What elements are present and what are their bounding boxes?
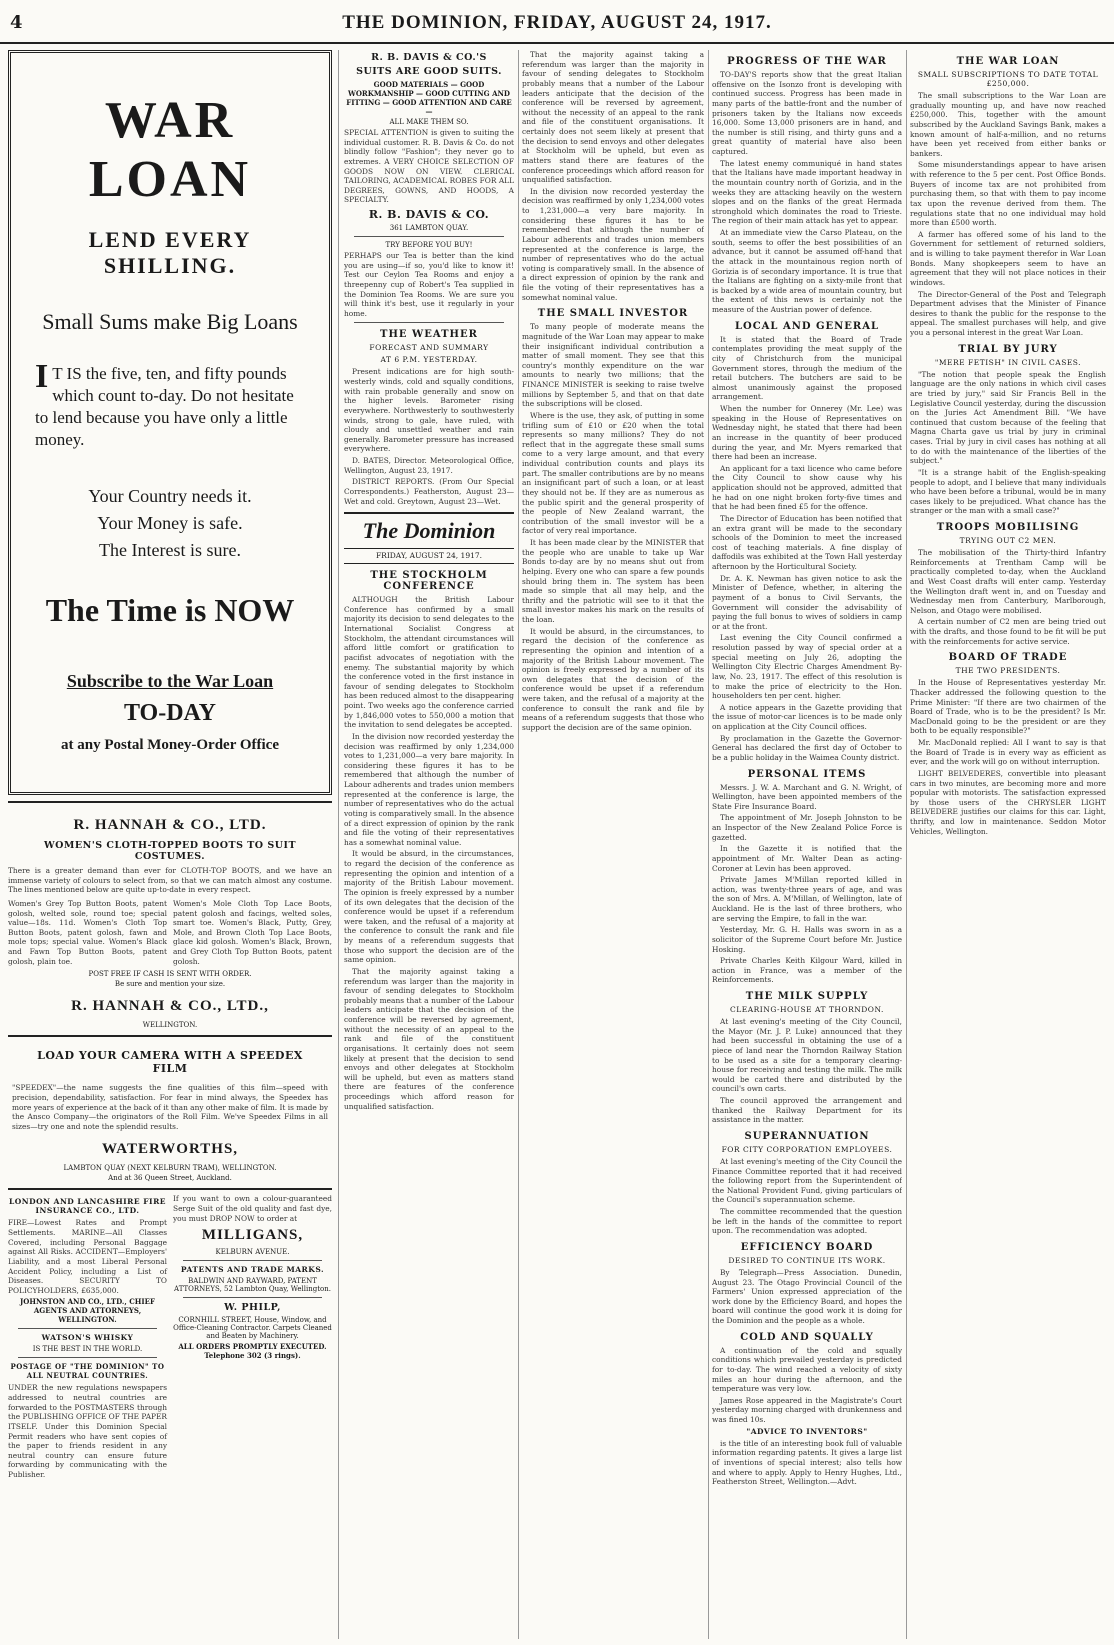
column-1 bbox=[8, 50, 332, 1639]
dominion-masthead: The Dominion bbox=[344, 512, 514, 549]
war-loan-advert bbox=[8, 50, 332, 795]
column-rule bbox=[708, 50, 709, 1639]
war-loan-body: I T IS the five, ten, and fifty pounds which count to-day. Do not hesitate to lend because you have only a little money. bbox=[35, 358, 294, 450]
speedex-advert: LOAD YOUR CAMERA WITH A SPEEDEX FILM "SPEEDEX"—the name suggests the fine qualities of this film—speed with precision, dependability, satisfaction. For fear in mind always, the Speedex has more years of experience at the back of it than any other make of film. It is made by the Ansco Company—the originators of the Roll Film. We've Speedex Films in all sizes—try one and note the splendid results. WATERWORTHS, LAMBTON QUAY (NEXT KELBURN TRAM), WELLINGTON. And at 36 Queen Street, Auckland. bbox=[8, 1035, 332, 1182]
war-loan-office: at any Postal Money-Order Office bbox=[60, 737, 279, 754]
masthead bbox=[0, 0, 1114, 44]
hannah-advert: R. HANNAH & CO., LTD. WOMEN'S CLOTH-TOPPED BOOTS TO SUIT COSTUMES. There is a greater demand than ever for CLOTH-TOP BOOTS, and we have an immense variety of colours to select from, so that we can match almost any costume. The lines mentioned below are quite up-to-date in every respect. Women's Grey Top Button Boots, patent golosh, welted sole, round toe; special value—18s. 11d. Women's Cloth Top Button Boots, patent golosh, fawn and mole tops; special value. Women's Black and Fawn Top Button Boots, patent golosh, plain toe. Women's Mole Cloth Top Lace Boots, patent golosh and facings, welted soles, smart toe. Women's Black, Putty, Grey, Mole, and Brown Cloth Top Lace Boots, glace kid golosh. Women's Black, Brown, and Grey Cloth Top Button Boots, patent golosh. POST FREE IF CASH IS SENT WITH ORDER. Be sure and mention your size. R. HANNAH & CO., LTD., WELLINGTON. bbox=[8, 801, 332, 1029]
drop-cap: I bbox=[35, 358, 49, 395]
war-loan-today: TO-DAY bbox=[123, 700, 217, 727]
small-adverts: LONDON AND LANCASHIRE FIRE INSURANCE CO., LTD. FIRE—Lowest Rates and Prompt Settlements. MARINE—All Classes Covered, including Personal Baggage against All Risks. ACCIDENT—Employers' Liability, and a most Liberal Personal Accident Policy, including a List of Diseases. SECURITY TO POLICYHOLDERS, £635,000. JOHNSTON AND CO., LTD., CHIEF AGENTS AND ATTORNEYS, WELLINGTON. WATSON'S WHISKY IS THE BEST IN THE WORLD. POSTAGE OF "THE DOMINION" TO ALL NEUTRAL COUNTRIES. UNDER the new regulations newspapers addressed to neutral countries are forwarded to the POSTMASTERS through the PUBLISHING OFFICE OF THE PAPER ITSELF. Under this Dominion Special Permit readers who have sent copies of the paper to friends resident in any neutral country can ensure future forwarding by communicating with the Publisher. If you want to own a colour-guaranteed Serge Suit of the old quality and fast dye, you must DROP NOW to order at MILLIGANS, KELBURN AVENUE. PATENTS AND TRADE MARKS. BALDWIN AND RAYWARD, PATENT ATTORNEYS, 52 Lambton Quay, Wellington. W. PHILP, CORNHILL STREET, House, Window, and Office-Cleaning Contractor. Carpets Cleaned and Beaten by Machinery. ALL ORDERS PROMPTLY EXECUTED. Telephone 302 (3 rings). bbox=[8, 1188, 332, 1479]
column-rule bbox=[518, 50, 519, 1639]
war-loan-lend: LEND EVERY SHILLING. bbox=[88, 227, 252, 278]
page-number: 4 bbox=[10, 12, 23, 33]
column-rule bbox=[338, 50, 339, 1639]
newspaper-title: THE DOMINION, FRIDAY, AUGUST 24, 1917. bbox=[342, 12, 772, 33]
column-3: That the majority against taking a referendum was larger than the majority in favour of sending delegates to Stockholm probably means that a number of the Labour leaders anticipate that the decision of the conference will be reversed by agreement, without the necessity of an appeal to the rank and file of the constituent organisations. It certainly does not seem likely at present that the decision to send envoys and other delegates at Stockholm will be upheld, but even as matters stand there are features of the conference proceedings which afford reason for unqualified satisfaction. In the division now recorded yesterday the decision was reaffirmed by only 1,234,000 votes to 1,231,000—a very bare majority. In considering these figures it has to be remembered that although the number of Labour adherents and trades union members represented at the conference is large, the number of representatives who do the actual voting is comparatively small. In the absence of a direct expression of opinion by the rank and file the voting of their representatives has a somewhat nominal value. THE SMALL INVESTOR To many people of moderate means the magnitude of the War Loan may appear to make their insignificant individual contribution a matter of small moment. They see that this country's monthly expenditure on the war amounts to nearly two millions; that the FINANCE MINISTER is seeking to raise twelve millions by September 5, and that on that date the subscriptions will be closed. Where is the use, they ask, of putting in some trifling sum of £10 or £20 when the total represents so many millions? They do not reflect that in the aggregate these small sums come to a very large amount, and that every individual contribution counts and plays its part. The smaller contributions are by no means an insignificant part of such a loan, or at least they should not be. If they are as numerous as the public spirit and the general prosperity of the people of New Zealand warrant, the contribution of the small investor will be a factor of very real importance. It has been made clear by the MINISTER that the people who are unable to take up War Bonds to-day are by no means shut out from helping. Every one who can spare a few pounds should bring them in. The system has been made so simple that all may help, and the thrifty and the patriotic will see to it that the small investor makes his mark on the results of the loan. It would be absurd, in the circumstances, to regard the decision of the conference as representing the opinion and intention of a majority of the British Labour movement. The opinion is freely expressed by a number of its own delegates that the decision of the conference would be upset if a referendum were taken, and the refusal of a majority at the conference to consult the rank and file by means of a referendum suggests that those who support the decision are of the same opinion. bbox=[522, 50, 704, 732]
column-4: PROGRESS OF THE WAR TO-DAY'S reports show that the great Italian offensive on the Isonzo front is developing with continued success. Progress has been made in many parts of the battle-front and the number of prisoners taken by the Italians now exceeds 16,000. Some 13,000 prisoners are in hand, and the number is still rising, and thirty guns and a great quantity of material have also been captured. The latest enemy communiqué in hand states that the Italians have made important headway in the mountain country north of Gorizia, and in the weeks they are attacking heavily on the western slopes and on the flanks of the great Hermada stronghold which dominates the road to Trieste. The region of their main attack has yet to appear. At an immediate view the Carso Plateau, on the south, seems to offer the best possibilities of an advance, but it cannot be assumed off-hand that the attack in the mountainous region north of Gorizia is of secondary importance. It is true that the Italians are fighting on a sixty-mile front that is backed by a wide area of mountain country, but the extent of this news is certainly not the measure of the Austrian power of defence. LOCAL AND GENERAL It is stated that the Board of Trade contemplates providing the meat supply of the city of Christchurch from the municipal Government stores, through the medium of the retail butchers. The butchers are said to be almost unanimously against the proposed arrangement. When the number for Onnerey (Mr. Lee) was speaking in the House of Representatives on Wednesday night, he stated that there had been an increase in the quantity of beer produced during the year, and Mr. Myers remarked that there had been an increase. An applicant for a taxi licence who came before the City Council to show cause why his application should not be approved, admitted that he had on one night broken forty-five times and that he had been fined £5 for the offence. The Director of Education has been notified that an extra grant will be made to the secondary schools of the Dominion to meet the increased cost of teaching materials. A fine display of daffodils was exhibited at the Town Hall yesterday afternoon by the Horticultural Society. Dr. A. K. Newman has given notice to ask the Minister of Defence, whether, in altering the payment of a bonus to Civil Servants, the Government will consider the advisability of paying the full bonus to wives of soldiers in camp or at the front. Last evening the City Council confirmed a resolution passed by way of special order at a special meeting on July 26, adopting the Wellington City Electric Charges Amendment By-law, No. 23, 1917. The effect of this resolution is to make the price of electricity to the Hon. householders ten per cent. higher. A notice appears in the Gazette providing that the issue of motor-car licences is to be made only on application at the City Council offices. By proclamation in the Gazette the Governor-General has declared the first day of October to be a public holiday in the Waimea County district. PERSONAL ITEMS Messrs. J. W. A. Marchant and G. N. Wright, of Wellington, have been appointed members of the State Fire Insurance Board. The appointment of Mr. Joseph Johnston to be an Inspector of the New Zealand Police Force is gazetted. In the Gazette it is notified that the appointment of Mr. Walter Dean as acting-Coroner at Levin has been approved. Private James M'Millan reported killed in action, was twenty-three years of age, and was the son of Mrs. A. M'Millan, of Wellington, late of Auckland. He is the last of three brothers, who are serving the Empire, to fall in the war. Yesterday, Mr. G. H. Halls was sworn in as a solicitor of the Supreme Court before Mr. Justice Hosking. Private Charles Keith Kilgour Ward, killed in action in France, was a member of the Reinforcements. THE MILK SUPPLY CLEARING-HOUSE AT THORNDON. At last evening's meeting of the City Council, the Mayor (Mr. J. P. Luke) announced that they had been successful in obtaining the use of a piece of land near the Thorndon Railway Station to be used as a site for a temporary clearing-house for receiving and testing the milk. The milk would be carted there and distributed by the council's own carts. The council approved the arrangement and thanked the Railway Department for its assistance in the matter. SUPERANNUATION FOR CITY CORPORATION EMPLOYEES. At last evening's meeting of the City Council the Finance Committee reported that it had received the following report from the Superintendent of the National Provident Fund, giving particulars of the Council's superannuation scheme. The committee recommended that the question be left in the hands of the committee to report upon. The recommendation was adopted. EFFICIENCY BOARD DESIRED TO CONTINUE ITS WORK. By Telegraph—Press Association. Dunedin, August 23. The Otago Provincial Council of the Farmers' Union expressed appreciation of the work done by the Efficiency Board, and hopes the board will continue the good work it is doing for the Dominion and the people as a whole. COLD AND SQUALLY A continuation of the cold and squally conditions which prevailed yesterday is predicted for to-day. The wind reached a velocity of sixty miles an hour during the afternoon, and the temperature was very low. James Rose appeared in the Magistrate's Court yesterday morning charged with drunkenness and was fined 10s. "ADVICE TO INVENTORS" is the title of an interesting book full of valuable information regarding patents. It gives a large list of inventions of special interest; also tells how and where to apply. Apply to Henry Hughes, Ltd., Featherston Street, Wellington.—Advt. bbox=[712, 56, 902, 1487]
column-5: THE WAR LOAN SMALL SUBSCRIPTIONS TO DATE TOTAL £250,000. The small subscriptions to the War Loan are gradually mounting up, and have now reached £250,000. This, together with the amount subscribed by the Auckland Savings Bank, makes a known amount of half-a-million, and no returns have been yet received from either banks or bankers. Some misunderstandings appear to have arisen with reference to the 5 per cent. Post Office Bonds. Buyers of income tax are not prohibited from purchasing them, so that with them to pay income tax upon the revenue derived from them. The regulations state that no one individual may hold more than £500 worth. A farmer has offered some of his land to the Government for settlement of returned soldiers, and is willing to take payment therefor in War Loan Bonds. Many shopkeepers seem to have an agreement that they will not place notices in their windows. The Director-General of the Post and Telegraph Department advises that the Minister of Finance desires to thank the public for the response to the appeal. The smallest purchases will help, and give you a personal interest in the great War Loan. TRIAL BY JURY "MERE FETISH" IN CIVIL CASES. "The notion that people speak the English language are the only nations in which civil cases are tried by jury," said Sir Francis Bell in the Legislative Council yesterday, during the discussion on the Juries Act Amendment Bill. "We have continued that custom because of the feeling that Magna Charta gave us trial by jury in criminal cases. Trial by jury in civil cases has nothing at all to do with the maintenance of the liberties of the subject." "It is a strange habit of the English-speaking people to adopt, and I believe that many individuals who have been before a tribunal, would be in many cases likely to be prejudiced. What chance has the stranger or the man with a small case?" TROOPS MOBILISING TRYING OUT C2 MEN. The mobilisation of the Thirty-third Infantry Reinforcements at Trentham Camp will be practically completed to-day, when the Auckland and West Coast drafts will enter camp. Yesterday the Wellington draft went in, and on Tuesday and Wednesday men from Canterbury, Marlborough, Nelson, and Otago were mobilised. A certain number of C2 men are being tried out with the drafts, and those found to be fit will be put with the reinforcements for active service. BOARD OF TRADE THE TWO PRESIDENTS. In the House of Representatives yesterday Mr. Thacker addressed the following question to the Prime Minister: "If there are two chairmen of the Board of Trade, who is to be the president? Is Mr. MacDonald going to be the president or are they both to be equally responsible?" Mr. MacDonald replied: All I want to say is that the Board of Trade is in every way as efficient as ever, and the work will go on without interruption. LIGHT BELVEDERES, convertible into pleasant cars in two minutes, are becoming more and more popular with motorists. The satisfaction expressed by those users of the CHRYSLER LIGHT BELVEDERE justifies our claims for this car. Light, thrifty, and low in maintenance. Seddon Motor Vehicles, Wellington. bbox=[910, 56, 1106, 836]
war-loan-small-sums: Small Sums make Big Loans bbox=[42, 309, 298, 334]
war-loan-now: The Time is NOW bbox=[45, 592, 295, 629]
column-rule bbox=[906, 50, 907, 1639]
war-loan-title: WAR LOAN bbox=[88, 92, 252, 208]
war-loan-needs: Your Country needs it. Your Money is safe. The Interest is sure. bbox=[88, 486, 252, 561]
column-2: R. B. DAVIS & CO.'S SUITS ARE GOOD SUITS. GOOD MATERIALS — GOOD WORKMANSHIP — GOOD CUTTING AND FITTING — GOOD ATTENTION AND CARE— ALL MAKE THEM SO. SPECIAL ATTENTION is given to suiting the individual customer. R. B. Davis & Co. do not blindly follow "Fashion"; they never go to extremes. A VERY CHOICE SELECTION OF GOODS NOW ON VIEW. CLERICAL TAILORING, ACADEMICAL ROBES FOR ALL DEGREES, GOWNS, AND HOODS, A SPECIALTY. R. B. DAVIS & CO. 361 LAMBTON QUAY. TRY BEFORE YOU BUY! PERHAPS our Tea is better than the kind you are using—if so, you'd like to know it! Test our Ceylon Tea Rooms and enjoy a threepenny cup of Robert's Tea supplied in the Dominion Tea Rooms. We are sure you will think it's best, use it regularly in your home. THE WEATHER FORECAST AND SUMMARY AT 6 P.M. YESTERDAY. Present indications are for high south-westerly winds, cold and squally conditions, with rain probable generally and snow on the higher levels. Barometer rising everywhere. Northwesterly to southwesterly winds, strong to gale, have ruled, with cloudy and unsettled weather and rain generally. Barometer pressure has increased everywhere. D. BATES, Director. Meteorological Office, Wellington, August 23, 1917. DISTRICT REPORTS. (From Our Special Correspondents.) Featherston, August 23—Wet and cold. Greytown, August 23—Wet. The Dominion FRIDAY, AUGUST 24, 1917. THE STOCKHOLM CONFERENCE ALTHOUGH the British Labour Conference has confirmed by a small majority its decision to send delegates to the International Socialist Congress at Stockholm, the attendant circumstances will afford little comfort or gratification to pacifist advocates of negotiation with the enemy. The substantial majority by which the conference voted in the first instance in favour of sending delegates to Stockholm has been reduced almost to the disappearing point. Two weeks ago the conference carried by 1,846,000 votes to 550,000 a motion that the invitation to send delegates be accepted. In the division now recorded yesterday the decision was reaffirmed by only 1,234,000 votes to 1,231,000—a very bare majority. In considering these figures it has to be remembered that although the number of Labour adherents and trades union members represented at the conference is large, the number of representatives who do the actual voting is comparatively small. In the absence of a direct expression of opinion by the rank and file the voting of their representatives has a somewhat nominal value. It would be absurd, in the circumstances, to regard the decision of the conference as representing the opinion and intention of a majority of the British Labour movement. The opinion is freely expressed by a number of its own delegates that the decision of the conference would be upset if a referendum were taken, and the refusal of a majority at the conference to consult the rank and file by means of a referendum suggests that those who support the decision are of the same opinion. That the majority against taking a referendum was larger than the majority in favour of sending delegates to Stockholm probably means that a number of the Labour leaders anticipate that the decision of the conference will be reversed by agreement, without the necessity of an appeal to the rank and file of the constituent organisations. It certainly does not seem likely at present that the decision to send envoys and other delegates at Stockholm will be upheld, but even as matters stand there are features of the conference proceedings which afford reason for unqualified satisfaction. bbox=[344, 52, 514, 1111]
war-loan-subscribe: Subscribe to the War Loan bbox=[66, 671, 274, 692]
